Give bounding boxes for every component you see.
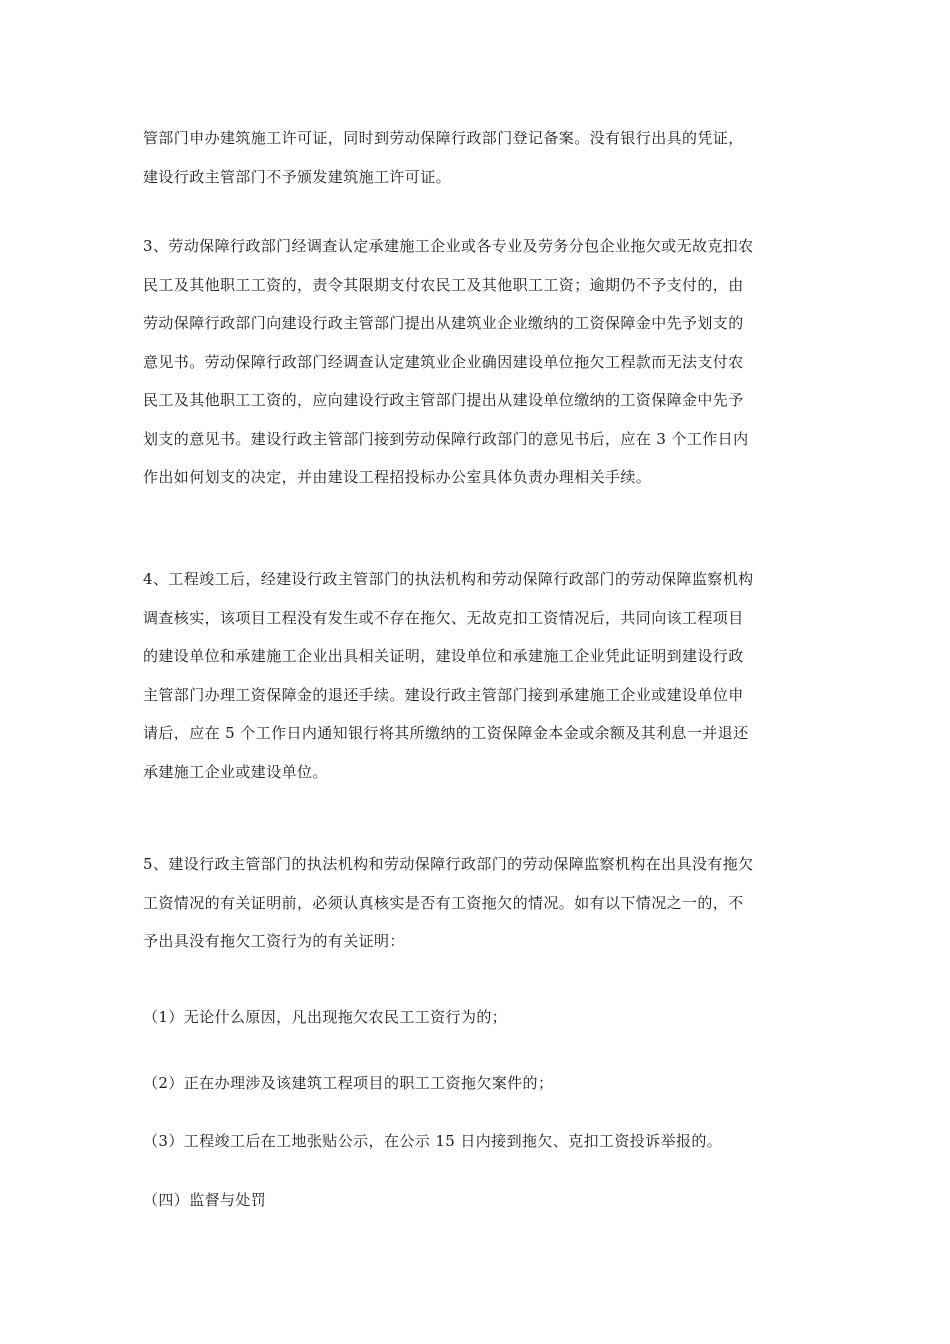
text-line: 请后，应在 5 个工作日内通知银行将其所缴纳的工资保障金本金或余额及其利息一并退还 bbox=[143, 724, 749, 742]
text-line: 工资情况的有关证明前，必须认真核实是否有工资拖欠的情况。如有以下情况之一的，不 bbox=[143, 893, 744, 912]
text-line: 意见书。劳动保障行政部门经调查认定建筑业企业确因建设单位拖欠工程款而无法支付农 bbox=[143, 352, 744, 371]
text-line: 划支的意见书。建设行政主管部门接到劳动保障行政部门的意见书后，应在 3 个工作日内 bbox=[143, 429, 749, 448]
paragraph-permit-registration bbox=[143, 119, 813, 196]
text-line: （四）监督与处罚 bbox=[143, 1191, 267, 1209]
text-line: （2）正在办理涉及该建筑工程项目的职工工资拖欠案件的； bbox=[143, 1074, 554, 1092]
paragraph-item-3-wage-arrears bbox=[143, 227, 813, 497]
text-line: 的建设单位和承建施工企业出具相关证明，建设单位和承建施工企业凭此证明到建设行政 bbox=[143, 647, 744, 665]
list-item-3 bbox=[143, 1122, 813, 1161]
section-heading-supervision-penalty bbox=[143, 1181, 813, 1220]
paragraph-item-4-completion-refund bbox=[143, 560, 813, 791]
text-line: 予出具没有拖欠工资行为的有关证明： bbox=[143, 932, 405, 950]
text-line: 调查核实，该项目工程没有发生或不存在拖欠、无故克扣工资情况后，共同向该工程项目 bbox=[143, 608, 744, 627]
text-line: 5、建设行政主管部门的执法机构和劳动保障行政部门的劳动保障监察机构在出具没有拖欠 bbox=[143, 855, 754, 873]
list-item-1 bbox=[143, 998, 813, 1037]
text-line: 作出如何划支的决定，并由建设工程招投标办公室具体负责办理相关手续。 bbox=[143, 468, 652, 486]
text-line: （3）工程竣工后在工地张贴公示，在公示 15 日内接到拖欠、克扣工资投诉举报的。 bbox=[143, 1132, 723, 1150]
text-line: 管部门申办建筑施工许可证，同时到劳动保障行政部门登记备案。没有银行出具的凭证， bbox=[143, 129, 744, 147]
text-line: 民工及其他职工工资的，责令其限期支付农民工及其他职工工资；逾期仍不予支付的，由 bbox=[143, 275, 744, 294]
text-line: 3、劳动保障行政部门经调查认定承建施工企业或各专业及劳务分包企业拖欠或无故克扣农 bbox=[143, 237, 754, 255]
text-line: （1）无论什么原因，凡出现拖欠农民工工资行为的； bbox=[143, 1008, 508, 1026]
list-item-2 bbox=[143, 1064, 813, 1103]
text-line: 4、工程竣工后，经建设行政主管部门的执法机构和劳动保障行政部门的劳动保障监察机构 bbox=[143, 570, 754, 588]
text-line: 民工及其他职工工资的，应向建设行政主管部门提出从建设单位缴纳的工资保障金中先予 bbox=[143, 391, 744, 409]
text-line: 主管部门办理工资保障金的退还手续。建设行政主管部门接到承建施工企业或建设单位申 bbox=[143, 685, 744, 704]
text-line: 承建施工企业或建设单位。 bbox=[143, 762, 328, 781]
text-line: 建设行政主管部门不予颁发建筑施工许可证。 bbox=[143, 167, 452, 186]
paragraph-item-5-verification bbox=[143, 845, 813, 961]
text-line: 劳动保障行政部门向建设行政主管部门提出从建筑业企业缴纳的工资保障金中先予划支的 bbox=[143, 314, 744, 332]
